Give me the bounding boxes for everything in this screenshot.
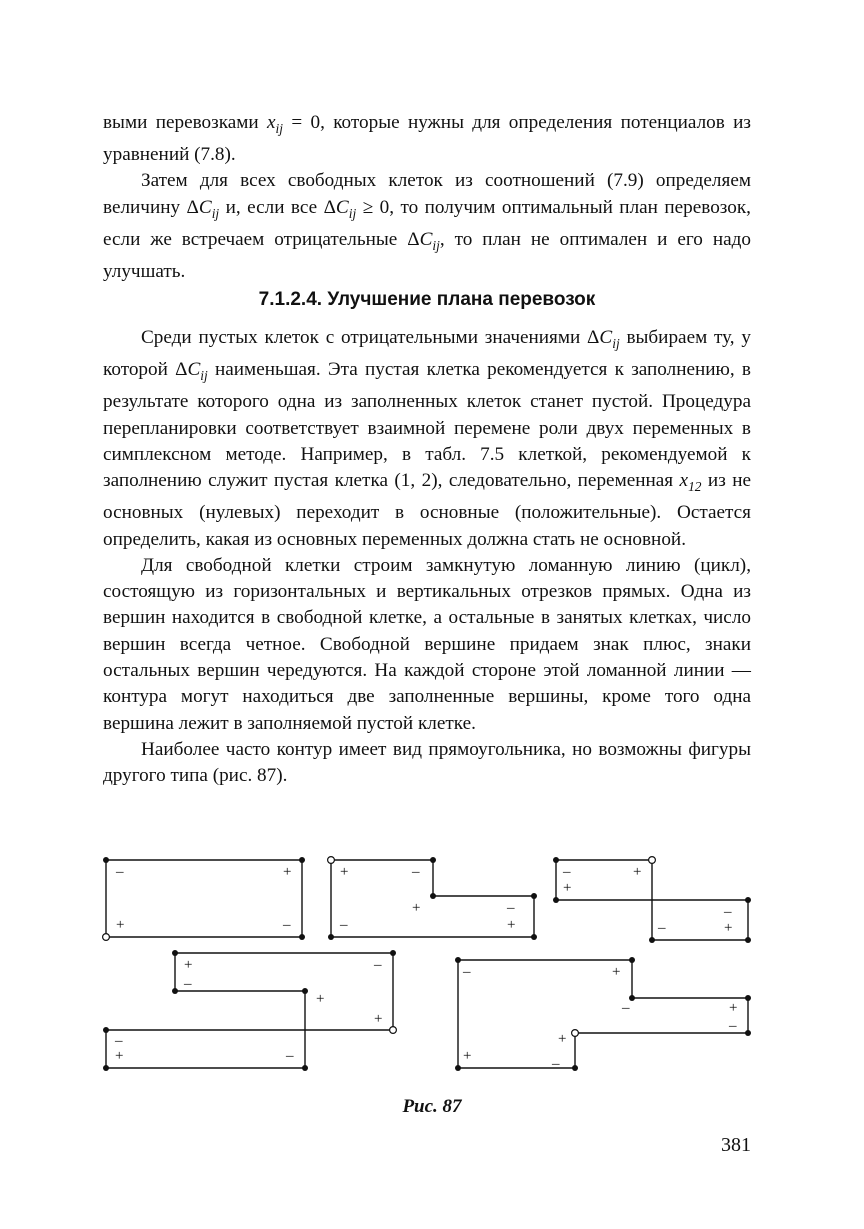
minus-sign: – xyxy=(184,976,192,992)
minus-sign: – xyxy=(340,917,348,933)
minus-sign: – xyxy=(552,1056,560,1072)
free-vertex xyxy=(572,1030,579,1037)
contour-step-5 xyxy=(458,960,748,1068)
plus-sign: + xyxy=(507,917,516,933)
figure-caption: Рис. 87 xyxy=(402,1096,462,1117)
plus-sign: + xyxy=(412,900,421,916)
top-text xyxy=(103,110,751,285)
figure-87 xyxy=(95,852,760,1082)
vertex-signs xyxy=(114,864,737,1072)
cycle-diagrams xyxy=(95,852,760,1082)
minus-sign: – xyxy=(286,1048,294,1064)
plus-sign: + xyxy=(184,957,193,973)
minus-sign: – xyxy=(507,900,515,916)
minus-sign: – xyxy=(412,864,420,880)
minus-sign: – xyxy=(374,957,382,973)
paragraph-optimality-check: Затем для всех свободных клеток из соотношений (7.9) определяем величину $\Delta C_{ij}$ и, если все $\Delta C_{ij} \ge 0$, то получим оптимальный план перевозок, если же встречаем отрицательные $\Delta C_{ij}$, то план не оптимален и его надо улучшать. xyxy=(103,170,751,282)
contour-rectangle-1 xyxy=(106,860,302,937)
plus-sign: + xyxy=(729,1000,738,1016)
plus-sign: + xyxy=(563,880,572,896)
plus-sign: + xyxy=(316,991,325,1007)
contour-s-shape-4 xyxy=(106,953,393,1068)
free-vertex xyxy=(649,857,656,864)
minus-sign: – xyxy=(729,1018,737,1034)
plus-sign: + xyxy=(724,920,733,936)
paragraph-contour-shapes: Наиболее часто контур имеет вид прямоугольника, но возможны фигуры другого типа (рис. 87). xyxy=(103,738,751,787)
free-vertex xyxy=(390,1027,397,1034)
plus-sign: + xyxy=(116,917,125,933)
body-text xyxy=(103,325,751,790)
minus-sign: – xyxy=(116,864,124,880)
free-vertex xyxy=(328,857,335,864)
section-heading: 7.1.2.4. Улучшение плана перевозок xyxy=(258,289,596,310)
plus-sign: + xyxy=(340,864,349,880)
plus-sign: + xyxy=(283,864,292,880)
paragraph-cycle: Для свободной клетки строим замкнутую ломанную линию (цикл), состоящую из горизонтальных и вертикальных отрезков прямых. Одна из вершин находится в свободной клетке, а остальные в занятых клетках, число вершин всегда четное. Свободной вершине придаем знак плюс, знаки остальных вершин чередуются. На каждой стороне этой ломанной линии — контура могут находиться две заполненные вершины, кроме того одна вершина лежит в заполняемой пустой клетке. xyxy=(103,554,751,734)
minus-sign: – xyxy=(563,864,571,880)
contour-zigzag-3 xyxy=(556,860,748,940)
minus-sign: – xyxy=(622,1000,630,1016)
minus-sign: – xyxy=(724,904,732,920)
plus-sign: + xyxy=(463,1048,472,1064)
plus-sign: + xyxy=(374,1011,383,1027)
paragraph-continuation: выми перевозками $x_{ij} = 0$, которые нужны для определения потенциалов из уравнений (7.8). xyxy=(103,112,751,166)
plus-sign: + xyxy=(558,1031,567,1047)
page-number: 381 xyxy=(721,1134,751,1156)
plus-sign: + xyxy=(115,1048,124,1064)
free-vertex xyxy=(103,934,110,941)
minus-sign: – xyxy=(658,920,666,936)
plus-sign: + xyxy=(612,964,621,980)
minus-sign: – xyxy=(463,964,471,980)
minus-sign: – xyxy=(115,1033,123,1049)
minus-sign: – xyxy=(283,917,291,933)
paragraph-improvement: Среди пустых клеток с отрицательными значениями $\Delta C_{ij}$ выбираем ту, у которой $\Delta C_{ij}$ наименьшая. Эта пустая клетка рекомендуется к заполнению, в результате которого одна из заполненных клеток станет пустой. Процедура перепланировки соответствует взаимной перемене роли двух переменных в симплексном методе. Например, в табл. 7.5 клеткой, рекомендуемой к заполнению служит пустая клетка (1, 2), следовательно, переменная $x_{12}$ из не основных (нулевых) переходит в основные (положительные). Остается определить, какая из основных переменных должна стать не основной. xyxy=(103,327,751,550)
plus-sign: + xyxy=(633,864,642,880)
